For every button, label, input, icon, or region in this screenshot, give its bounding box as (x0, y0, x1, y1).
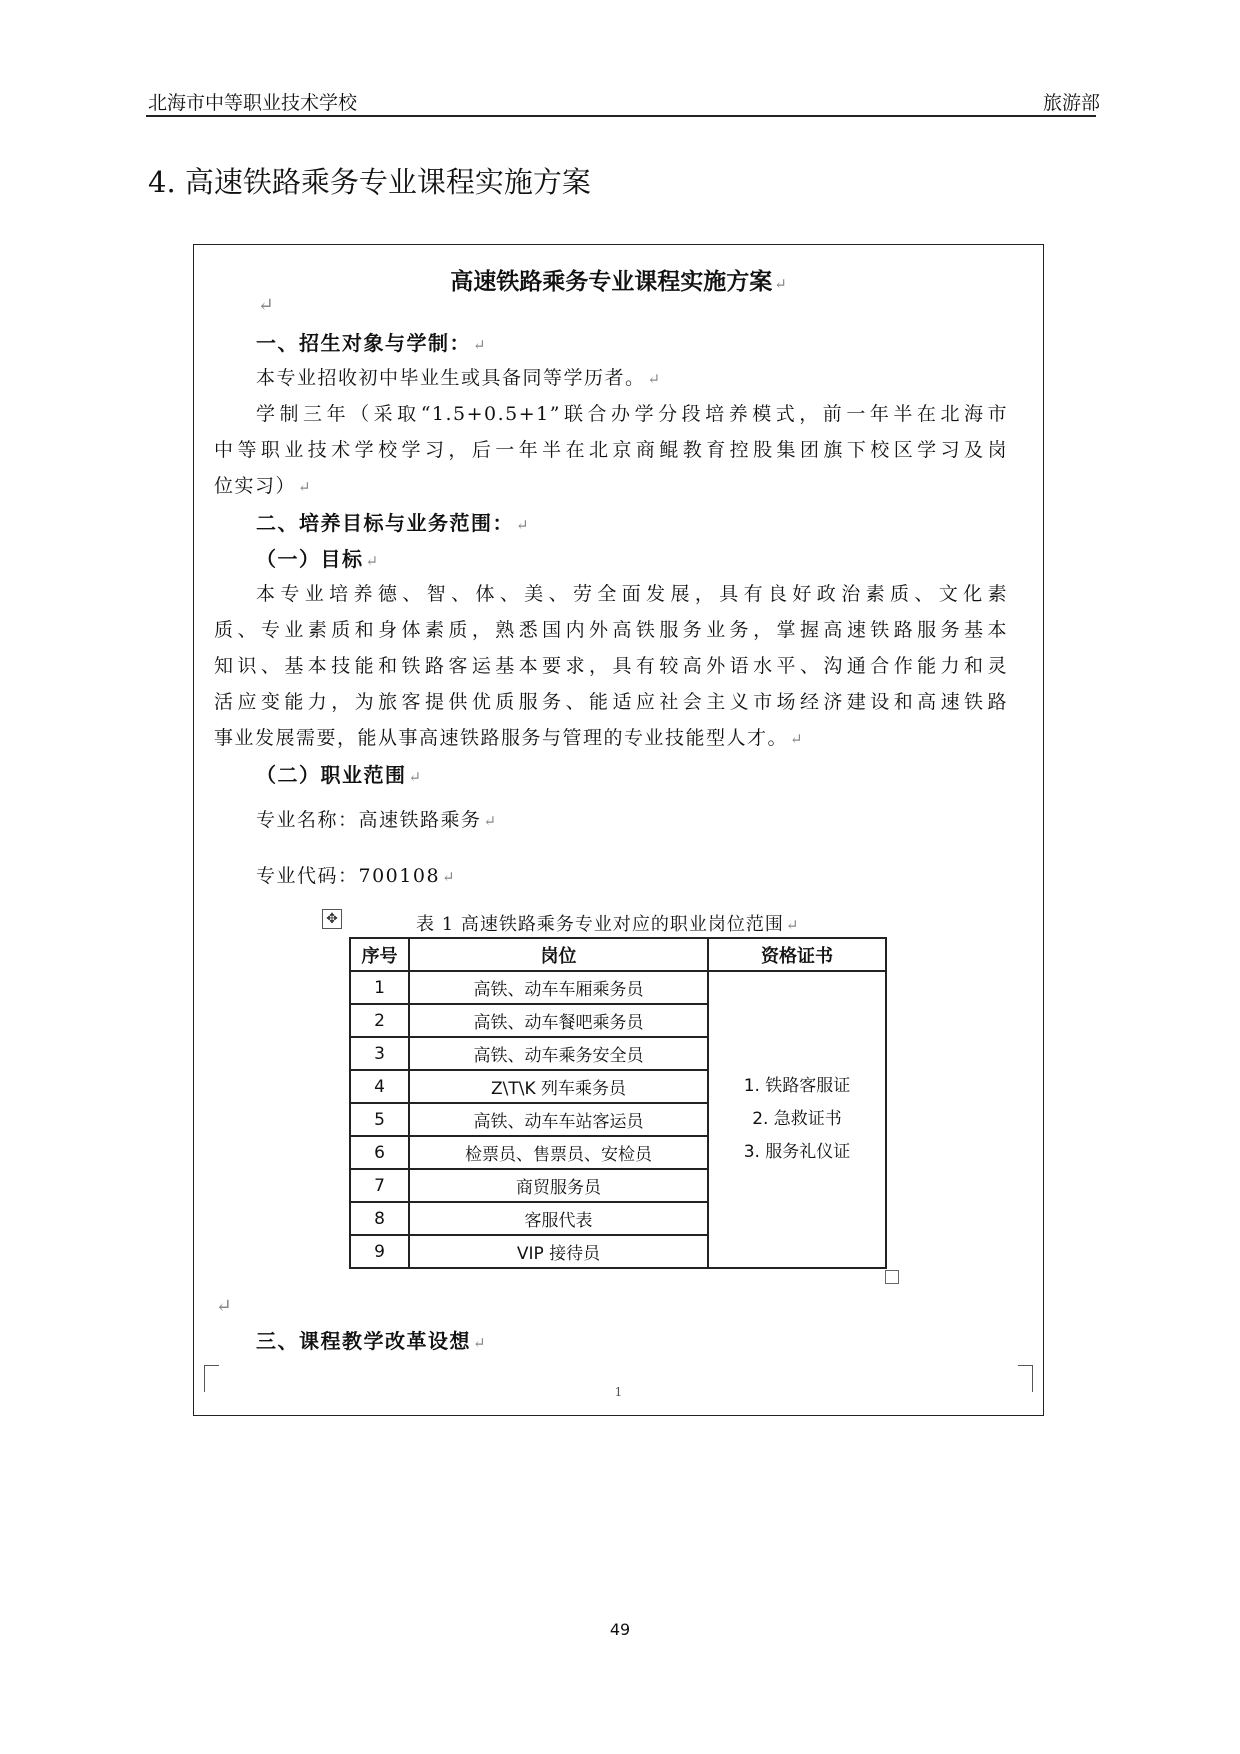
row-post: 高铁、动车乘务安全员 (409, 1037, 708, 1070)
row-no: 8 (350, 1202, 409, 1235)
row-no: 9 (350, 1235, 409, 1268)
row-no: 2 (350, 1004, 409, 1037)
paragraph-enrollment: 本专业招收初中毕业生或具备同等学历者。 ↵ (256, 367, 662, 389)
row-no: 3 (350, 1037, 409, 1070)
certificates-cell (708, 971, 886, 1268)
row-post: 商贸服务员 (409, 1169, 708, 1202)
major-code: 专业代码：700108 ↵ (256, 865, 457, 887)
doc-title: 高速铁路乘务专业课程实施方案 ↵ (450, 268, 787, 295)
header-post: 岗位 (409, 938, 708, 971)
empty-paragraph: ↵ (216, 1295, 234, 1317)
heading-2: 二、培养目标与业务范围： ↵ (256, 511, 531, 535)
header-rule (146, 115, 1096, 117)
section-title: 4. 高速铁路乘务专业课程实施方案 (148, 165, 591, 199)
heading-2a: （一）目标 ↵ (256, 547, 380, 571)
heading-1: 一、招生对象与学制： ↵ (256, 331, 488, 355)
header-certificate: 资格证书 (708, 938, 886, 971)
inner-page-number: 1 (614, 1385, 623, 1399)
paragraph-goal-line3: 知识、基本技能和铁路客运基本要求，具有较高外语水平、沟通合作能力和灵 (214, 655, 1008, 677)
row-post: 高铁、动车车站客运员 (409, 1103, 708, 1136)
table-header-row (350, 938, 886, 971)
heading-3: 三、课程教学改革设想 ↵ (256, 1329, 488, 1353)
row-post: 高铁、动车车厢乘务员 (409, 971, 708, 1004)
header-no: 序号 (350, 938, 409, 971)
paragraph-duration-line1: 学制三年（采取“1.5+0.5+1”联合办学分段培养模式，前一年半在北海市 (256, 403, 1008, 425)
row-no: 5 (350, 1103, 409, 1136)
page-number: 49 (609, 1620, 631, 1639)
header-school: 北海市中等职业技术学校 (148, 92, 358, 114)
row-post: 检票员、售票员、安检员 (409, 1136, 708, 1169)
certificate-item: 1. 铁路客服证 (743, 1076, 851, 1096)
paragraph-goal-line5: 事业发展需要，能从事高速铁路服务与管理的专业技能型人才。 ↵ (214, 727, 805, 749)
paragraph-duration-line3: 位实习） ↵ (214, 475, 313, 497)
row-post: 客服代表 (409, 1202, 708, 1235)
major-name: 专业名称：高速铁路乘务 ↵ (256, 809, 498, 831)
embedded-document (193, 244, 1044, 1416)
paragraph-duration-line2: 中等职业技术学校学习，后一年半在北京商鲲教育控股集团旗下校区学习及岗 (214, 439, 1008, 461)
paragraph-goal-line1: 本专业培养德、智、体、美、劳全面发展，具有良好政治素质、文化素 (256, 583, 1008, 605)
row-post: 高铁、动车餐吧乘务员 (409, 1004, 708, 1037)
row-no: 7 (350, 1169, 409, 1202)
row-post: VIP 接待员 (409, 1235, 708, 1268)
row-post: Z\T\K 列车乘务员 (409, 1070, 708, 1103)
header-department: 旅游部 (1042, 92, 1100, 114)
row-no: 1 (350, 971, 409, 1004)
paragraph-goal-line4: 活应变能力，为旅客提供优质服务、能适应社会主义市场经济建设和高速铁路 (214, 691, 1008, 713)
table-caption: 表 1 高速铁路乘务专业对应的职业岗位范围 ↵ (416, 914, 800, 935)
row-no: 6 (350, 1136, 409, 1169)
paragraph-goal-line2: 质、专业素质和身体素质，熟悉国内外高铁服务业务，掌握高速铁路服务基本 (214, 619, 1008, 641)
heading-2b: （二）职业范围 ↵ (256, 763, 423, 787)
empty-paragraph: ↵ (258, 294, 276, 316)
jobs-table (349, 937, 887, 1269)
table-move-handle-icon[interactable]: ✥ (322, 909, 342, 929)
certificate-item: 3. 服务礼仪证 (743, 1142, 851, 1162)
table-resize-handle-icon[interactable] (885, 1270, 899, 1284)
certificate-item: 2. 急救证书 (752, 1109, 842, 1129)
table-row (350, 971, 886, 1004)
row-no: 4 (350, 1070, 409, 1103)
